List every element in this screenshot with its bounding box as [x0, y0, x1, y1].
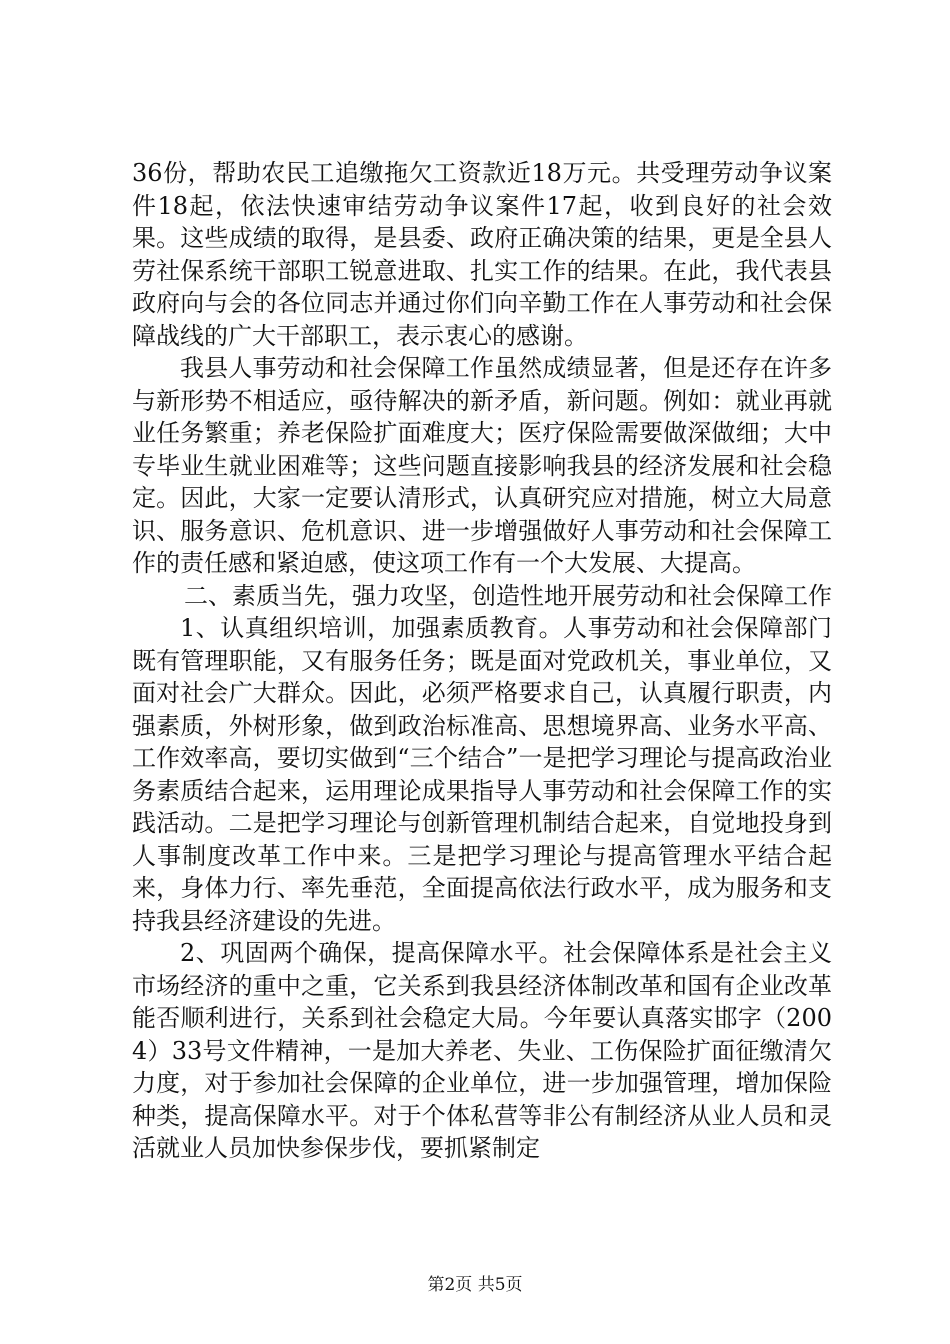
- paragraph-item-two: 2、巩固两个确保，提高保障水平。社会保障体系是社会主义市场经济的重中之重，它关系到我县经济体制改革和国有企业改革能否顺利进行，关系到社会稳定大局。今年要认真落实邯字（2004）33号文件精神，一是加大养老、失业、工伤保险扩面征缴清欠力度，对于参加社会保障的企业单位，进一步加强管理，增加保险种类，提高保障水平。对于个体私营等非公有制经济从业人员和灵活就业人员加快参保步伐，要抓紧制定: [132, 939, 832, 1162]
- paragraph-problems: 我县人事劳动和社会保障工作虽然成绩显著，但是还存在许多与新形势不相适应，亟待解决的新矛盾，新问题。例如：就业再就业任务繁重；养老保险扩面难度大；医疗保险需要做深做细；大中专毕业生就业困难等；这些问题直接影响我县的经济发展和社会稳定。因此，大家一定要认清形式，认真研究应对措施，树立大局意识、服务意识、危机意识、进一步增强做好人事劳动和社会保障工作的责任感和紧迫感，使这项工作有一个大发展、大提高。: [132, 354, 832, 577]
- paragraph-wage-recovery: 36份，帮助农民工追缴拖欠工资款近18万元。共受理劳动争议案件18起，依法快速审结劳动争议案件17起，收到良好的社会效果。这些成绩的取得，是县委、政府正确决策的结果，更是全县人劳社保系统干部职工锐意进取、扎实工作的结果。在此，我代表县政府向与会的各位同志并通过你们向辛勤工作在人事劳动和社会保障战线的广大干部职工，表示衷心的感谢。: [132, 159, 832, 350]
- section-heading-two: 二、素质当先，强力攻坚，创造性地开展劳动和社会保障工作: [184, 581, 832, 610]
- page-number-footer: 第2页 共5页: [427, 1275, 523, 1295]
- paragraph-item-one: 1、认真组织培训，加强素质教育。人事劳动和社会保障部门既有管理职能，又有服务任务；既是面对党政机关，事业单位，又面对社会广大群众。因此，必须严格要求自己，认真履行职责，内强素质，外树形象，做到政治标准高、思想境界高、业务水平高、工作效率高，要切实做到“三个结合”一是把学习理论与提高政治业务素质结合起来，运用理论成果指导人事劳动和社会保障工作的实践活动。二是把学习理论与创新管理机制结合起来，自觉地投身到人事制度改革工作中来。三是把学习理论与提高管理水平结合起来，身体力行、率先垂范，全面提高依法行政水平，成为服务和支持我县经济建设的先进。: [132, 614, 832, 935]
- document-body: [132, 157, 832, 1165]
